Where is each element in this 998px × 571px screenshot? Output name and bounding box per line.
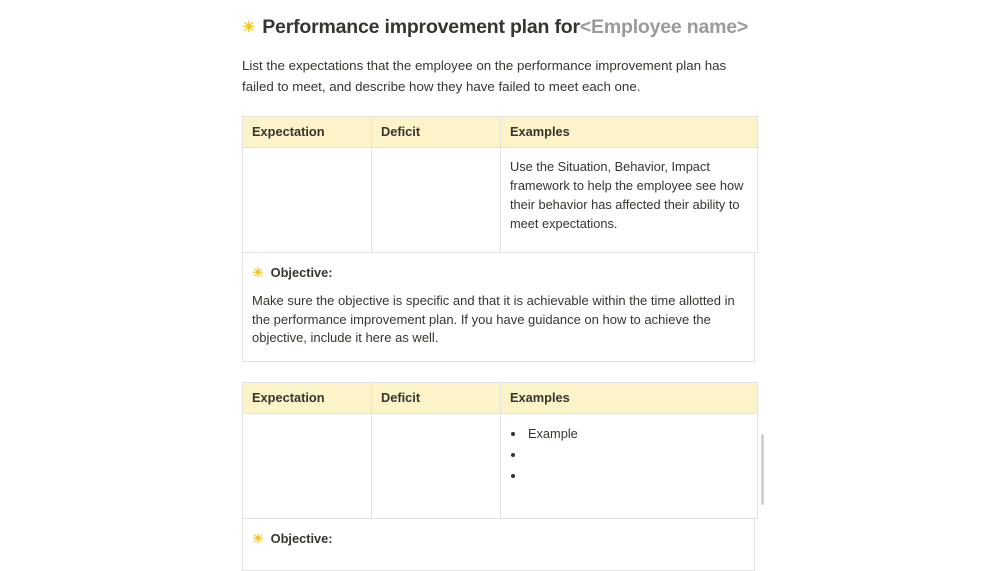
objective-callout-2: [242, 519, 755, 571]
objective-callout-1: [242, 253, 755, 362]
cell-examples[interactable]: [501, 413, 758, 518]
expectation-table-2: [242, 382, 758, 519]
intro-paragraph: List the expectations that the employee on the performance improvement plan has failed to meet, and describe how they have failed to meet each one.: [242, 58, 727, 94]
list-item[interactable]: • Example: [526, 423, 748, 444]
objective-label: Objective:: [270, 530, 333, 546]
table-header-row: [243, 382, 758, 413]
column-header-examples: Examples: [501, 382, 758, 413]
column-header-examples: Examples: [501, 117, 758, 148]
page-title-text: Performance improvement plan for: [262, 16, 580, 38]
sun-icon: ☀: [242, 19, 256, 36]
sun-icon: ☀: [252, 530, 264, 546]
expectation-table-1: [242, 116, 758, 253]
list-item[interactable]: [526, 465, 748, 486]
column-header-deficit: Deficit: [372, 117, 501, 148]
objective-text[interactable]: Make sure the objective is specific and that it is achievable within the time allotted in the performance improvement plan. If you have guidance on how to achieve the objective, include it here as well.: [252, 293, 735, 345]
examples-text: Use the Situation, Behavior, Impact framework to help the employee see how their behavior has affected their ability to meet expectations.: [510, 159, 744, 231]
list-item[interactable]: [526, 444, 748, 465]
table-header-row: [243, 117, 758, 148]
objective-heading: [252, 264, 745, 282]
column-header-deficit: Deficit: [372, 382, 501, 413]
document-page: [242, 0, 758, 571]
objective-label: Objective:: [270, 265, 333, 280]
cell-expectation[interactable]: [243, 413, 372, 518]
table-row: [243, 413, 758, 518]
cell-deficit[interactable]: [372, 413, 501, 518]
cell-examples[interactable]: [501, 148, 758, 253]
sun-icon: ☀: [252, 265, 264, 280]
cell-expectation[interactable]: [243, 148, 372, 253]
cell-deficit[interactable]: [372, 148, 501, 253]
column-header-expectation: Expectation: [243, 117, 372, 148]
table-row: [243, 148, 758, 253]
scrollbar[interactable]: [761, 434, 764, 505]
column-header-expectation: Expectation: [243, 382, 372, 413]
page-title-placeholder: <Employee name>: [579, 16, 749, 38]
objective-heading: [252, 530, 745, 548]
page-title: [242, 0, 758, 42]
examples-list: [510, 423, 748, 486]
